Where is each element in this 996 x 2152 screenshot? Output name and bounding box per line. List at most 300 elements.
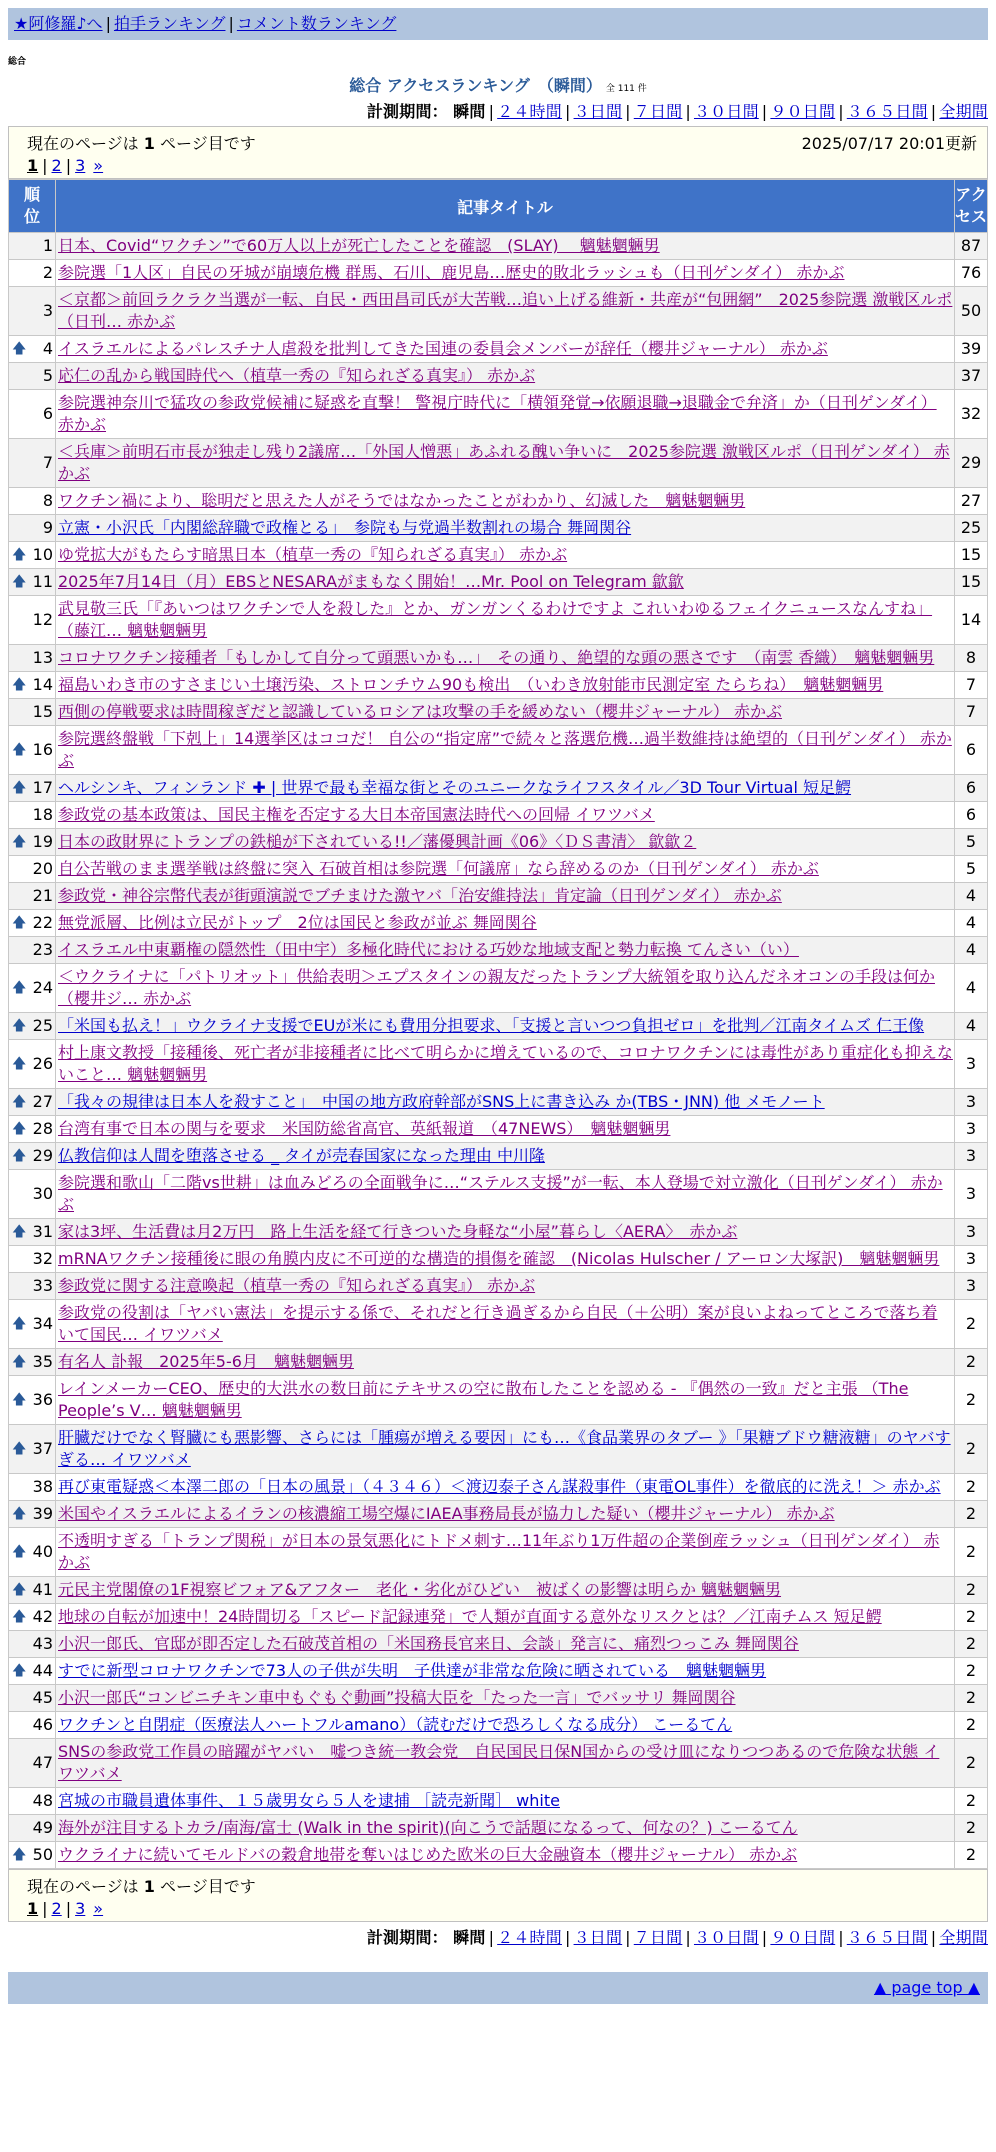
title-cell	[56, 1474, 955, 1501]
table-row	[9, 1788, 988, 1815]
period-3d-link[interactable]: ３日間	[573, 1928, 623, 1947]
access-count: 29	[955, 439, 988, 488]
access-count: 3	[955, 1273, 988, 1300]
access-count: 2	[955, 1712, 988, 1739]
rank-number: 47	[32, 1753, 53, 1772]
period-7d-link[interactable]: ７日間	[633, 102, 683, 121]
period-selector-top: 計測期間： 瞬間 | ２４時間 | ３日間 | ７日間 | ３０日間 | ９０日間 | ３６５日間 | 全期間	[366, 102, 988, 121]
rank-cell	[9, 542, 56, 569]
table-row	[9, 802, 988, 829]
period-365d-link[interactable]: ３６５日間	[846, 1928, 928, 1947]
table-row	[9, 1219, 988, 1246]
up-arrow-icon: 🡅	[12, 1094, 27, 1110]
rank-cell	[9, 596, 56, 645]
access-count: 14	[955, 596, 988, 645]
access-count: 37	[955, 363, 988, 390]
table-row	[9, 910, 988, 937]
period-30d-link[interactable]: ３０日間	[693, 1928, 759, 1947]
rank-cell	[9, 883, 56, 910]
up-arrow-icon: 🡅	[12, 1441, 27, 1457]
access-count: 2	[955, 1739, 988, 1788]
rank-cell	[9, 515, 56, 542]
rank-number: 33	[32, 1276, 53, 1295]
rank-number: 39	[32, 1504, 53, 1523]
rank-cell	[9, 1712, 56, 1739]
table-row	[9, 1685, 988, 1712]
rank-number: 38	[32, 1477, 53, 1496]
table-row	[9, 260, 988, 287]
period-24h-link[interactable]: ２４時間	[497, 1928, 562, 1947]
access-count: 6	[955, 802, 988, 829]
access-count: 2	[955, 1300, 988, 1349]
rank-number: 44	[32, 1661, 53, 1680]
page-2-link[interactable]: 2	[51, 1899, 62, 1918]
page-title	[0, 73, 996, 96]
access-count: 2	[955, 1604, 988, 1631]
title-cell	[56, 1658, 955, 1685]
rank-number: 4	[42, 339, 53, 358]
access-count: 25	[955, 515, 988, 542]
title-cell	[56, 287, 955, 336]
access-count: 2	[955, 1658, 988, 1685]
rank-number: 26	[32, 1054, 53, 1073]
table-row	[9, 1273, 988, 1300]
table-row	[9, 439, 988, 488]
table-row	[9, 336, 988, 363]
period-current: 瞬間	[453, 1928, 486, 1947]
rank-cell	[9, 1425, 56, 1474]
up-arrow-icon: 🡅	[12, 677, 27, 693]
article-link[interactable]: 宮城の市職員遺体事件、１５歳男女ら５人を逮捕 ［読売新聞］ white	[58, 1791, 560, 1810]
article-link[interactable]: イスラエルによるパレスチナ人虐殺を批判してきた国連の委員会メンバーが辞任（櫻井ジャーナル） 赤かぶ	[58, 339, 828, 358]
article-link[interactable]: 小沢一郎氏、官邸が即否定した石破茂首相の「米国務長官来日、会談」発言に、痛烈つっこみ 舞岡関谷	[58, 1634, 799, 1653]
article-link[interactable]: 台湾有事で日本の関与を要求 米国防総省高官、英紙報道 （47NEWS） 魑魅魍魎男	[58, 1119, 671, 1138]
rank-number: 14	[32, 675, 53, 694]
rank-cell	[9, 1815, 56, 1842]
table-row	[9, 1842, 988, 1869]
rank-cell	[9, 233, 56, 260]
article-link[interactable]: 元民主党閣僚の1F視察ビフォア&アフター 老化・劣化がひどい 被ばくの影響は明らか 魑魅魍魎男	[58, 1580, 782, 1599]
rank-cell	[9, 488, 56, 515]
access-count: 2	[955, 1474, 988, 1501]
table-row	[9, 233, 988, 260]
period-all-link[interactable]: 全期間	[939, 1928, 988, 1947]
table-row	[9, 1300, 988, 1349]
title-cell	[56, 1089, 955, 1116]
title-cell	[56, 1246, 955, 1273]
rank-cell	[9, 910, 56, 937]
pager-bottom	[8, 1869, 988, 1922]
article-link[interactable]: SNSの参政党工作員の暗躍がヤバい 嘘つき統一教会党 自民国民日保N国からの受け皿になりつつあるので危険な状態 イワツバメ	[58, 1742, 940, 1783]
up-arrow-icon: 🡅	[12, 1354, 27, 1370]
title-cell	[56, 1712, 955, 1739]
up-arrow-icon: 🡅	[12, 780, 27, 796]
page-current: 1	[27, 156, 39, 175]
title-cell	[56, 1739, 955, 1788]
table-row	[9, 829, 988, 856]
access-count: 3	[955, 1143, 988, 1170]
article-link[interactable]: 武見敬三氏「『あいつはワクチンで人を殺した』とか、ガンガンくるわけですよ これいわゆるフェイクニュースなんすね」（藤江… 魑魅魍魎男	[58, 599, 933, 640]
article-link[interactable]: 参政党の役割は「ヤバい憲法」を提示する係で、それだと行き過ぎるから自民（＋公明）案が良いよねってところで落ち着いて国民… イワツバメ	[58, 1303, 938, 1344]
title-column-header: 記事タイトル	[56, 180, 955, 233]
rank-number: 27	[32, 1092, 53, 1111]
access-count: 2	[955, 1788, 988, 1815]
title-cell	[56, 775, 955, 802]
rank-cell	[9, 775, 56, 802]
home-link[interactable]: ★阿修羅♪へ	[14, 14, 103, 33]
rank-number: 23	[32, 940, 53, 959]
access-count: 87	[955, 233, 988, 260]
up-arrow-icon: 🡅	[12, 742, 27, 758]
article-link[interactable]: 応仁の乱から戦国時代へ（植草一秀の『知られざる真実』） 赤かぶ	[58, 366, 536, 385]
table-row	[9, 287, 988, 336]
title-cell	[56, 964, 955, 1013]
article-link[interactable]: 小沢一郎氏“コンビニチキン車中もぐもぐ動画”投稿大臣を「たった一言」でバッサリ 舞岡関谷	[58, 1688, 736, 1707]
article-link[interactable]: 無党派層、比例は立民がトップ 2位は国民と参政が並ぶ 舞岡関谷	[58, 913, 537, 932]
title-cell	[56, 439, 955, 488]
article-link[interactable]: mRNAワクチン接種後に眼の角膜内皮に不可逆的な構造的損傷を確認 (Nicolas Hulscher / アーロン大塚訳) 魑魅魍魎男	[58, 1249, 940, 1268]
title-cell	[56, 910, 955, 937]
page-3-link[interactable]: 3	[75, 1899, 86, 1918]
up-arrow-icon: 🡅	[12, 1544, 27, 1560]
article-link[interactable]: 家は3坪、生活費は月2万円 路上生活を経て行きついた身軽な“小屋”暮らし〈AERA〉 赤かぶ	[58, 1222, 738, 1241]
rank-number: 37	[32, 1439, 53, 1458]
up-arrow-icon: 🡅	[12, 1316, 27, 1332]
article-link[interactable]: 参院選終盤戦「下剋上」14選挙区はココだ！ 自公の“指定席”で続々と落選危機…過半数維持は絶望的（日刊ゲンダイ） 赤かぶ	[58, 729, 952, 770]
access-count: 39	[955, 336, 988, 363]
title-cell	[56, 1170, 955, 1219]
table-row	[9, 1349, 988, 1376]
article-link[interactable]: ゆ党拡大がもたらす暗黒日本（植草一秀の『知られざる真実』） 赤かぶ	[58, 545, 568, 564]
article-link[interactable]: コロナワクチン接種者「もしかして自分って頭悪いかも…」 その通り、絶望的な頭の悪さです （南雲 香織） 魑魅魍魎男	[58, 648, 935, 667]
rank-cell	[9, 802, 56, 829]
article-link[interactable]: 自公苦戦のまま選挙戦は終盤に突入 石破首相は参院選「何議席」なら辞めるのか（日刊ゲンダイ） 赤かぶ	[58, 859, 819, 878]
category-label: 総合	[8, 57, 27, 67]
article-link[interactable]: 西側の停戦要求は時間稼ぎだと認識しているロシアは攻撃の手を緩めない（櫻井ジャーナル） 赤かぶ	[58, 702, 782, 721]
rank-cell	[9, 1089, 56, 1116]
article-link[interactable]: 2025年7月14日（月）EBSとNESARAがまもなく開始！…Mr. Pool on Telegram 歙歙	[58, 572, 684, 591]
article-link[interactable]: 福島いわき市のすさまじい土壌汚染、ストロンチウム90も検出 （いわき放射能市民測定室 たらちね） 魑魅魍魎男	[58, 675, 884, 694]
title-cell	[56, 1300, 955, 1349]
table-row	[9, 964, 988, 1013]
page-current: 1	[27, 1899, 39, 1918]
access-count: 5	[955, 856, 988, 883]
up-arrow-icon: 🡅	[12, 1224, 27, 1240]
access-count: 4	[955, 964, 988, 1013]
article-link[interactable]: ワクチンと自閉症（医療法人ハートフルamano）（読むだけで恐ろしくなる成分） こーるてん	[58, 1715, 733, 1734]
article-link[interactable]: ワクチン禍により、聡明だと思えた人がそうではなかったことがわかり、幻滅した 魑魅魍魎男	[58, 491, 746, 510]
rank-cell	[9, 726, 56, 775]
table-row	[9, 363, 988, 390]
title-cell	[56, 726, 955, 775]
article-link[interactable]: 参政党の基本政策は、国民主権を否定する大日本帝国憲法時代への回帰 イワツバメ	[58, 805, 655, 824]
rank-cell	[9, 1658, 56, 1685]
article-link[interactable]: 仏教信仰は人間を堕落させる _ タイが売春国家になった理由 中川隆	[58, 1146, 545, 1165]
rank-number: 17	[32, 778, 53, 797]
article-link[interactable]: 海外が注目するトカラ/南海/富士 (Walk in the spirit)(向こうで話題になるって、何なの？) こーるてん	[58, 1818, 798, 1837]
table-row	[9, 1577, 988, 1604]
period-selector-bottom: 計測期間： 瞬間 | ２４時間 | ３日間 | ７日間 | ３０日間 | ９０日間 | ３６５日間 | 全期間	[366, 1928, 988, 1947]
up-arrow-icon: 🡅	[12, 1121, 27, 1137]
title-cell	[56, 1685, 955, 1712]
rank-cell	[9, 1788, 56, 1815]
table-row	[9, 1246, 988, 1273]
rank-number: 22	[32, 913, 53, 932]
rank-number: 15	[32, 702, 53, 721]
table-row	[9, 569, 988, 596]
article-link[interactable]: 「米国も払え！」ウクライナ支援でEUが米にも費用分担要求、「支援と言いつつ負担ゼロ」を批判／江南タイムズ 仁王像	[58, 1016, 925, 1035]
rank-cell	[9, 1300, 56, 1349]
access-count: 3	[955, 1089, 988, 1116]
rank-cell	[9, 1170, 56, 1219]
rank-cell	[9, 1116, 56, 1143]
access-count: 15	[955, 542, 988, 569]
period-90d-link[interactable]: ９０日間	[770, 102, 836, 121]
article-link[interactable]: 村上康文教授「接種後、死亡者が非接種者に比べて明らかに増えているので、コロナワクチンには毒性があり重症化も抑えないこと… 魑魅魍魎男	[58, 1043, 953, 1084]
title-cell	[56, 596, 955, 645]
rank-number: 18	[32, 805, 53, 824]
title-cell	[56, 1788, 955, 1815]
access-count: 2	[955, 1528, 988, 1577]
title-cell	[56, 488, 955, 515]
page-info: 現在のページは 1 ページ目です	[27, 134, 256, 153]
page-links: 1 | 2 | 3 »	[27, 156, 104, 175]
next-page-link[interactable]: »	[93, 156, 104, 175]
access-count: 50	[955, 287, 988, 336]
table-row	[9, 1528, 988, 1577]
title-cell	[56, 802, 955, 829]
table-row	[9, 1604, 988, 1631]
title-cell	[56, 856, 955, 883]
title-cell	[56, 1528, 955, 1577]
article-link[interactable]: ＜兵庫＞前明石市長が独走し残り2議席…「外国人憎悪」あふれる醜い争いに 2025参院選 激戦区ルポ（日刊ゲンダイ） 赤かぶ	[58, 442, 950, 483]
table-row	[9, 672, 988, 699]
access-count: 32	[955, 390, 988, 439]
rank-number: 19	[32, 832, 53, 851]
title-cell	[56, 1013, 955, 1040]
rank-cell	[9, 1273, 56, 1300]
access-count: 4	[955, 910, 988, 937]
table-row	[9, 856, 988, 883]
rank-number: 2	[42, 263, 53, 282]
rank-number: 8	[42, 491, 53, 510]
period-label: 計測期間：	[366, 1928, 448, 1947]
rank-number: 30	[32, 1184, 53, 1203]
rank-column-header	[9, 180, 56, 233]
table-row	[9, 488, 988, 515]
rank-cell	[9, 1219, 56, 1246]
period-3d-link[interactable]: ３日間	[573, 102, 623, 121]
article-link[interactable]: 地球の自転が加速中！24時間切る「スピード記録連発」で人類が直面する意外なリスクとは？／江南チムス 短足鰐	[58, 1607, 882, 1626]
rank-number: 1	[42, 236, 53, 255]
period-all-link[interactable]: 全期間	[939, 102, 988, 121]
table-row	[9, 1631, 988, 1658]
article-link[interactable]: 参院選神奈川で猛攻の参政党候補に疑惑を直撃！ 警視庁時代に「横領発覚→依願退職→退職金で弁済」か（日刊ゲンダイ） 赤かぶ	[58, 393, 937, 434]
page-info-bottom: 現在のページは 1 ページ目です	[27, 1877, 256, 1896]
rank-cell	[9, 1739, 56, 1788]
access-count: 2	[955, 1501, 988, 1528]
up-arrow-icon: 🡅	[12, 1663, 27, 1679]
title-cell	[56, 363, 955, 390]
table-row	[9, 1143, 988, 1170]
rank-number: 50	[32, 1845, 53, 1864]
table-row	[9, 1474, 988, 1501]
table-row	[9, 542, 988, 569]
period-7d-link[interactable]: ７日間	[633, 1928, 683, 1947]
rank-number: 21	[32, 886, 53, 905]
rank-cell	[9, 1013, 56, 1040]
page-top-link[interactable]: ▲ page top ▲	[873, 1978, 980, 1997]
rank-number: 46	[32, 1715, 53, 1734]
access-count: 4	[955, 883, 988, 910]
rank-cell	[9, 569, 56, 596]
article-link[interactable]: 不透明すぎる「トランプ関税」が日本の景気悪化にトドメ刺す…11年ぶり1万件超の企業倒産ラッシュ（日刊ゲンダイ） 赤かぶ	[58, 1531, 940, 1572]
title-cell	[56, 1501, 955, 1528]
table-row	[9, 1170, 988, 1219]
up-arrow-icon: 🡅	[12, 341, 27, 357]
rank-number: 28	[32, 1119, 53, 1138]
table-row	[9, 775, 988, 802]
rank-cell	[9, 336, 56, 363]
nav-separator: |	[105, 14, 111, 33]
up-arrow-icon: 🡅	[12, 547, 27, 563]
up-arrow-icon: 🡅	[12, 1847, 27, 1863]
rank-number: 12	[32, 610, 53, 629]
article-link[interactable]: 立憲・小沢氏「内閣総辞職で政権とる」 参院も与党過半数割れの場合 舞岡関谷	[58, 518, 632, 537]
period-365d-link[interactable]: ３６５日間	[846, 102, 928, 121]
access-count: 4	[955, 1013, 988, 1040]
article-link[interactable]: 日本、Covid“ワクチン”で60万人以上が死亡したことを確認 (SLAY) 魑魅魍魎男	[58, 236, 660, 255]
rank-number: 7	[42, 453, 53, 472]
article-link[interactable]: イスラエル中東覇権の隠然性（田中宇）多極化時代における巧妙な地域支配と勢力転換 てんさい（い）	[58, 940, 799, 959]
access-count: 8	[955, 645, 988, 672]
rank-cell	[9, 1376, 56, 1425]
rank-cell	[9, 699, 56, 726]
period-90d-link[interactable]: ９０日間	[770, 1928, 836, 1947]
table-row	[9, 1712, 988, 1739]
rank-number: 6	[42, 404, 53, 423]
access-count: 6	[955, 726, 988, 775]
page-links-bottom: 1 | 2 | 3 »	[27, 1899, 104, 1918]
article-link[interactable]: 参政党・神谷宗幣代表が街頭演説でブチまけた激ヤバ「治安維持法」肯定論（日刊ゲンダイ） 赤かぶ	[58, 886, 782, 905]
table-row	[9, 937, 988, 964]
title-cell	[56, 390, 955, 439]
rank-number: 31	[32, 1222, 53, 1241]
title-cell	[56, 883, 955, 910]
access-count: 3	[955, 1040, 988, 1089]
article-link[interactable]: すでに新型コロナワクチンで73人の子供が失明 子供達が非常な危険に晒されている 魑魅魍魎男	[58, 1661, 767, 1680]
page-title-text: 総合 アクセスランキング （瞬間）	[349, 76, 602, 95]
next-page-link[interactable]: »	[93, 1899, 104, 1918]
title-cell	[56, 1116, 955, 1143]
page-3-link[interactable]: 3	[75, 156, 86, 175]
article-link[interactable]: 参政党に関する注意喚起（植草一秀の『知られざる真実』） 赤かぶ	[58, 1276, 536, 1295]
article-link[interactable]: ヘルシンキ、フィンランド ✚ | 世界で最も幸福な街とそのユニークなライフスタイル／3D Tour Virtual 短足鰐	[58, 778, 852, 797]
rank-number: 32	[32, 1249, 53, 1268]
rank-number: 3	[42, 301, 53, 320]
rank-cell	[9, 645, 56, 672]
comment-ranking-link[interactable]: コメント数ランキング	[236, 14, 397, 33]
rank-number: 11	[32, 572, 53, 591]
title-cell	[56, 645, 955, 672]
page-2-link[interactable]: 2	[51, 156, 62, 175]
up-arrow-icon: 🡅	[12, 1148, 27, 1164]
article-link[interactable]: レインメーカーCEO、歴史的大洪水の数日前にテキサスの空に散布したことを認める - 『偶然の一致』だと主張 （The People’s V… 魑魅魍魎男	[58, 1379, 909, 1420]
title-cell	[56, 829, 955, 856]
up-arrow-icon: 🡅	[12, 1609, 27, 1625]
article-link[interactable]: 「我々の規律は日本人を殺すこと」 中国の地方政府幹部がSNS上に書き込み か(TBS・JNN) 他 メモノート	[58, 1092, 825, 1111]
table-row	[9, 596, 988, 645]
table-row	[9, 1739, 988, 1788]
article-link[interactable]: 再び東電疑惑＜本澤二郎の「日本の風景」（４３４６）＜渡辺泰子さん謀殺事件（東電OL事件）を徹底的に洗え！＞ 赤かぶ	[58, 1477, 941, 1496]
total-count: 全 111 件	[605, 84, 647, 94]
access-count: 7	[955, 672, 988, 699]
article-link[interactable]: ウクライナに続いてモルドバの穀倉地帯を奪いはじめた欧米の巨大金融資本（櫻井ジャーナル） 赤かぶ	[58, 1845, 798, 1864]
access-count: 2	[955, 1685, 988, 1712]
title-cell	[56, 260, 955, 287]
table-row	[9, 883, 988, 910]
table-row	[9, 1815, 988, 1842]
article-link[interactable]: 参院選「1人区」自民の牙城が崩壊危機 群馬、石川、鹿児島…歴史的敗北ラッシュも（日刊ゲンダイ） 赤かぶ	[58, 263, 845, 282]
rank-number: 13	[32, 648, 53, 667]
rank-cell	[9, 1143, 56, 1170]
rank-cell	[9, 1842, 56, 1869]
article-link[interactable]: 米国やイスラエルによるイランの核濃縮工場空爆にIAEA事務局長が協力した疑い（櫻井ジャーナル） 赤かぶ	[58, 1504, 835, 1523]
table-row	[9, 1425, 988, 1474]
access-count: 2	[955, 1842, 988, 1869]
title-cell	[56, 336, 955, 363]
title-cell	[56, 1842, 955, 1869]
access-count: 3	[955, 1116, 988, 1143]
applause-ranking-link[interactable]: 拍手ランキング	[113, 14, 226, 33]
article-link[interactable]: ＜ウクライナに「パトリオット」供給表明＞エプスタインの親友だったトランプ大統領を取り込んだネオコンの手段は何か（櫻井ジ… 赤かぶ	[58, 967, 935, 1008]
rank-cell	[9, 260, 56, 287]
access-count: 2	[955, 1815, 988, 1842]
article-link[interactable]: 有名人 訃報 2025年5-6月 魑魅魍魎男	[58, 1352, 354, 1371]
title-cell	[56, 233, 955, 260]
rank-number: 49	[32, 1818, 53, 1837]
rank-number: 9	[42, 518, 53, 537]
ranking-body	[9, 233, 988, 1869]
table-row	[9, 515, 988, 542]
article-link[interactable]: 参院選和歌山「二階vs世耕」は血みどろの全面戦争に…“ステルス支援”が一転、本人登場で対立激化（日刊ゲンダイ） 赤かぶ	[58, 1173, 943, 1214]
article-link[interactable]: 日本の政財界にトランプの鉄槌が下されている!!／藩優興計画《06》〈ＤＳ書清〉 歙歙２	[58, 832, 697, 851]
title-cell	[56, 1577, 955, 1604]
rank-cell	[9, 439, 56, 488]
period-30d-link[interactable]: ３０日間	[693, 102, 759, 121]
title-cell	[56, 937, 955, 964]
rank-cell	[9, 1685, 56, 1712]
title-cell	[56, 1425, 955, 1474]
rank-cell	[9, 1631, 56, 1658]
access-count: 3	[955, 1219, 988, 1246]
up-arrow-icon: 🡅	[12, 1018, 27, 1034]
access-count: 3	[955, 1246, 988, 1273]
rank-cell	[9, 1577, 56, 1604]
article-link[interactable]: ＜京都＞前回ラクラク当選が一転、自民・西田昌司氏が大苦戦…追い上げる維新・共産が“包囲網” 2025参院選 激戦区ルポ（日刊… 赤かぶ	[58, 290, 953, 331]
title-cell	[56, 569, 955, 596]
up-arrow-icon: 🡅	[12, 1582, 27, 1598]
article-link[interactable]: 肝臓だけでなく腎臓にも悪影響、さらには「腫瘍が増える要因」にも…《食品業界のタブー 》「果糖ブドウ糖液糖」のヤバすぎる… イワツバメ	[58, 1428, 951, 1469]
up-arrow-icon: 🡅	[12, 574, 27, 590]
rank-cell	[9, 1349, 56, 1376]
rank-cell	[9, 856, 56, 883]
table-row	[9, 726, 988, 775]
rank-number: 43	[32, 1634, 53, 1653]
period-24h-link[interactable]: ２４時間	[497, 102, 562, 121]
title-cell	[56, 1815, 955, 1842]
table-row	[9, 1501, 988, 1528]
